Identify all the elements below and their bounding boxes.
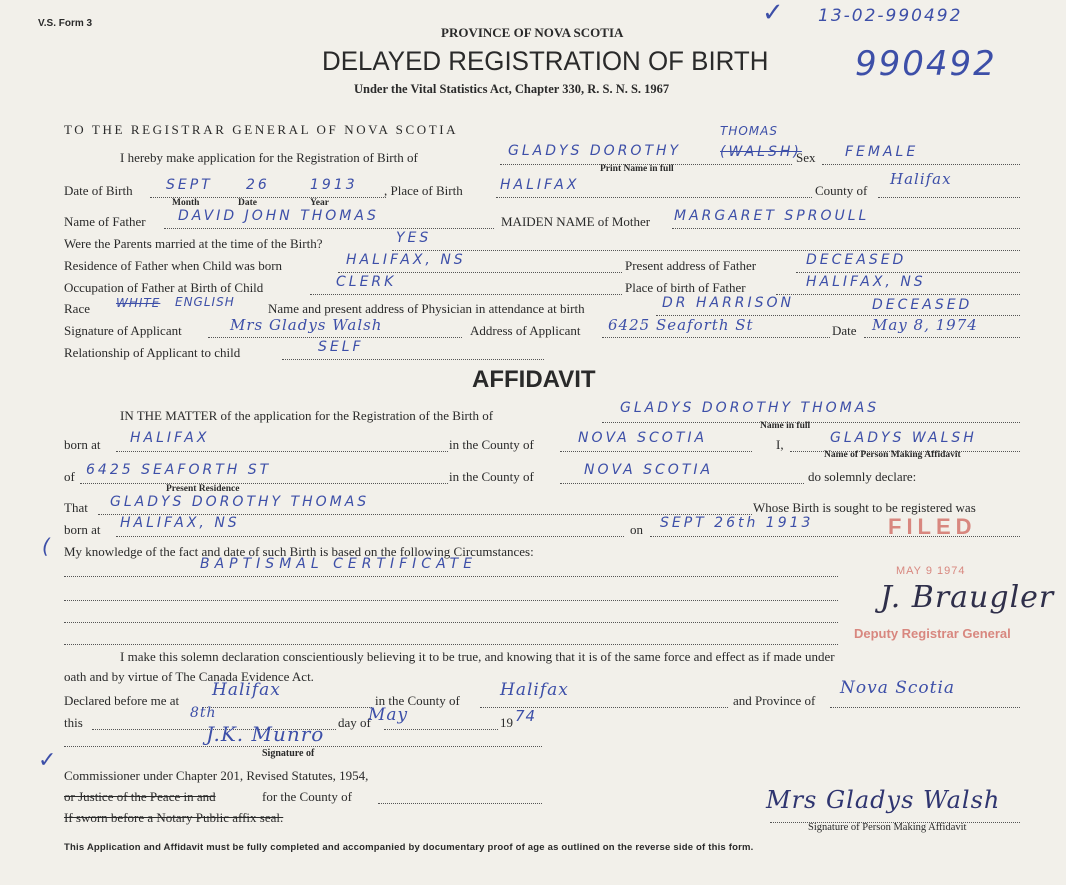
affiant-signature: Mrs Gladys Walsh	[766, 786, 1001, 814]
county-value: Halifax	[890, 170, 952, 188]
month-caption: Month	[172, 198, 200, 208]
print-name-caption: Print Name in full	[600, 164, 674, 174]
on-label: on	[630, 522, 643, 537]
commissioner-signature: J.K. Munro	[206, 722, 325, 746]
dob-year: 1913	[310, 177, 358, 193]
declared-province-line	[830, 707, 1020, 708]
that-label: That	[64, 500, 88, 515]
born-at-value: HALIFAX	[130, 430, 210, 446]
name-person-caption: Name of Person Making Affidavit	[824, 450, 961, 460]
registration-number-large: 990492	[855, 44, 997, 84]
form-title: DELAYED REGISTRATION OF BIRTH	[322, 46, 769, 76]
date-value: May 8, 1974	[872, 316, 978, 334]
born-at2-value: HALIFAX, NS	[120, 515, 240, 531]
signature-of-caption: Signature of	[262, 748, 315, 759]
solemnly-label: do solemnly declare:	[808, 469, 917, 484]
justice-struck-label: or Justice of the Peace in and	[64, 789, 216, 804]
dob-label: Date of Birth	[64, 183, 133, 198]
county1-line	[560, 451, 752, 452]
residence-father-value: HALIFAX, NS	[346, 252, 466, 268]
form-subtitle: Under the Vital Statistics Act, Chapter 330, R. S. N. S. 1967	[354, 82, 670, 96]
commissioner-label: Commissioner under Chapter 201, Revised Statutes, 1954,	[64, 768, 369, 783]
i-label: I,	[776, 437, 784, 452]
present-residence-caption: Present Residence	[166, 484, 240, 494]
present-address-father-value: DECEASED	[806, 252, 907, 268]
addressee: TO THE REGISTRAR GENERAL OF NOVA SCOTIA	[64, 122, 459, 137]
race-value: ENGLISH	[175, 295, 235, 309]
address-applicant-line	[602, 337, 830, 338]
place-line	[496, 197, 812, 198]
place-of-birth-value: HALIFAX	[500, 177, 580, 193]
race-label: Race	[64, 301, 90, 316]
residence-line-2	[80, 483, 448, 484]
place-birth-father-line	[776, 294, 1020, 295]
child-name: GLADYS DOROTHY	[508, 143, 682, 159]
province-heading: PROVINCE OF NOVA SCOTIA	[441, 25, 624, 40]
county2-label: in the County of	[449, 469, 534, 484]
sex-line	[822, 164, 1020, 165]
place-birth-father-label: Place of birth of Father	[625, 280, 746, 295]
father-line	[164, 228, 494, 229]
born-at2-line	[116, 536, 624, 537]
occupation-value: CLERK	[336, 274, 397, 290]
notary-struck-label: If sworn before a Notary Public affix seal.	[64, 810, 284, 825]
relationship-value: SELF	[318, 339, 364, 355]
day-value: 8th	[190, 705, 217, 721]
declared-province-value: Nova Scotia	[840, 678, 956, 698]
filed-date-stamp: MAY 9 1974	[896, 565, 966, 577]
county1-value: NOVA SCOTIA	[578, 430, 708, 446]
day-of-label: day of	[338, 715, 371, 730]
residence-father-label: Residence of Father when Child was born	[64, 258, 283, 273]
declaration-text-2: oath and by virtue of The Canada Evidence Act.	[64, 669, 314, 684]
circumstance-line-1	[64, 576, 838, 577]
dob-month: SEPT	[166, 177, 213, 193]
present-address-father-label: Present address of Father	[625, 258, 757, 273]
year-prefix: 19	[500, 715, 513, 730]
county1-label: in the County of	[449, 437, 534, 452]
signature-applicant-label: Signature of Applicant	[64, 323, 182, 338]
father-value: DAVID JOHN THOMAS	[178, 208, 379, 224]
date-caption: Date	[238, 198, 257, 208]
province-of-label: and Province of	[733, 693, 816, 708]
place-of-birth-label: , Place of Birth	[384, 183, 463, 198]
date-label: Date	[832, 323, 857, 338]
born-at-label: born at	[64, 437, 101, 452]
year-caption: Year	[310, 198, 329, 208]
mother-value: MARGARET SPROULL	[674, 208, 870, 224]
address-applicant-value: 6425 Seaforth St	[608, 316, 754, 334]
in-matter-label: IN THE MATTER of the application for the Registration of the Birth of	[120, 408, 494, 423]
declared-county-value: Halifax	[500, 680, 569, 700]
application-label: I hereby make application for the Registration of Birth of	[120, 150, 418, 165]
registrar-title-stamp: Deputy Registrar General	[854, 626, 1011, 641]
born-at-line	[116, 451, 448, 452]
mother-line	[672, 228, 1020, 229]
address-applicant-label: Address of Applicant	[470, 323, 581, 338]
affiant-value: GLADYS WALSH	[830, 430, 977, 446]
signature-person-caption: Signature of Person Making Affidavit	[808, 822, 967, 833]
circumstance-value: BAPTISMAL CERTIFICATE	[200, 556, 478, 572]
county-label: County of	[815, 183, 868, 198]
surname-inserted: THOMAS	[720, 124, 778, 138]
check-mark-icon: ✓	[762, 0, 784, 28]
dob-date: 26	[246, 177, 270, 193]
mother-label: MAIDEN NAME of Mother	[501, 214, 651, 229]
circumstance-line-2	[64, 600, 838, 601]
father-label: Name of Father	[64, 214, 146, 229]
circumstance-line-4	[64, 644, 838, 645]
born-at2-label: born at	[64, 522, 101, 537]
residence-line	[338, 272, 622, 273]
signature-applicant-value: Mrs Gladys Walsh	[230, 316, 383, 334]
registration-number-small: 13-02-990492	[818, 6, 963, 26]
sex-label: Sex	[796, 150, 816, 165]
residence-value: 6425 SEAFORTH ST	[86, 462, 272, 478]
whose-birth-label: Whose Birth is sought to be registered was	[753, 500, 976, 515]
month-value: May	[368, 705, 409, 725]
declared-at-line	[202, 707, 372, 708]
sex-value: FEMALE	[845, 144, 919, 160]
form-number: V.S. Form 3	[38, 18, 93, 29]
surname-struck: (WALSH)	[720, 144, 802, 160]
relationship-line	[282, 359, 544, 360]
place-birth-father-value: HALIFAX, NS	[806, 274, 926, 290]
declaration-text: I make this solemn declaration conscientiously believing it to be true, and knowing that it is of the same force and effect as if made under	[120, 649, 835, 664]
that-value: GLADYS DOROTHY THOMAS	[110, 494, 370, 510]
physician-status: DECEASED	[872, 297, 973, 313]
county-line	[878, 197, 1020, 198]
declared-at-value: Halifax	[212, 680, 281, 700]
affidavit-name-line	[602, 422, 1020, 423]
affidavit-name-value: GLADYS DOROTHY THOMAS	[620, 400, 880, 416]
of-label: of	[64, 469, 75, 484]
physician-value: DR HARRISON	[662, 295, 795, 311]
married-label: Were the Parents married at the time of the Birth?	[64, 236, 323, 251]
declared-before-label: Declared before me at	[64, 693, 180, 708]
this-label: this	[64, 715, 83, 730]
filed-stamp: FILED	[888, 514, 977, 539]
physician-label: Name and present address of Physician in attendance at birth	[268, 301, 585, 316]
knowledge-label: My knowledge of the fact and date of such Birth is based on the following Circumstances:	[64, 544, 534, 559]
check-mark-2-icon: ✓	[38, 748, 57, 773]
commissioner-signature-line	[64, 746, 542, 747]
date-line	[864, 337, 1020, 338]
on-value: SEPT 26th 1913	[660, 515, 814, 531]
for-county-label: for the County of	[262, 789, 352, 804]
for-county-line	[378, 803, 542, 804]
bracket-mark-icon: (	[42, 534, 50, 558]
county2-value: NOVA SCOTIA	[584, 462, 714, 478]
married-line	[392, 250, 1020, 251]
month-line	[384, 729, 498, 730]
occupation-label: Occupation of Father at Birth of Child	[64, 280, 264, 295]
race-struck: WHITE	[116, 296, 161, 310]
footer-note: This Application and Affidavit must be fully completed and accompanied by documentary proof of age as outlined on the reverse side of this form.	[64, 842, 754, 853]
year-value: 74	[515, 707, 537, 725]
name-in-full-caption: Name in full	[760, 421, 811, 431]
married-value: YES	[396, 230, 432, 246]
affidavit-title: AFFIDAVIT	[472, 366, 596, 393]
circumstance-line-3	[64, 622, 838, 623]
declared-county-label: in the County of	[375, 693, 460, 708]
county2-line	[560, 483, 804, 484]
registrar-signature: J. Braugler	[880, 580, 1055, 615]
relationship-label: Relationship of Applicant to child	[64, 345, 241, 360]
signature-applicant-line	[208, 337, 462, 338]
present-address-line	[796, 272, 1020, 273]
occupation-line	[310, 294, 622, 295]
